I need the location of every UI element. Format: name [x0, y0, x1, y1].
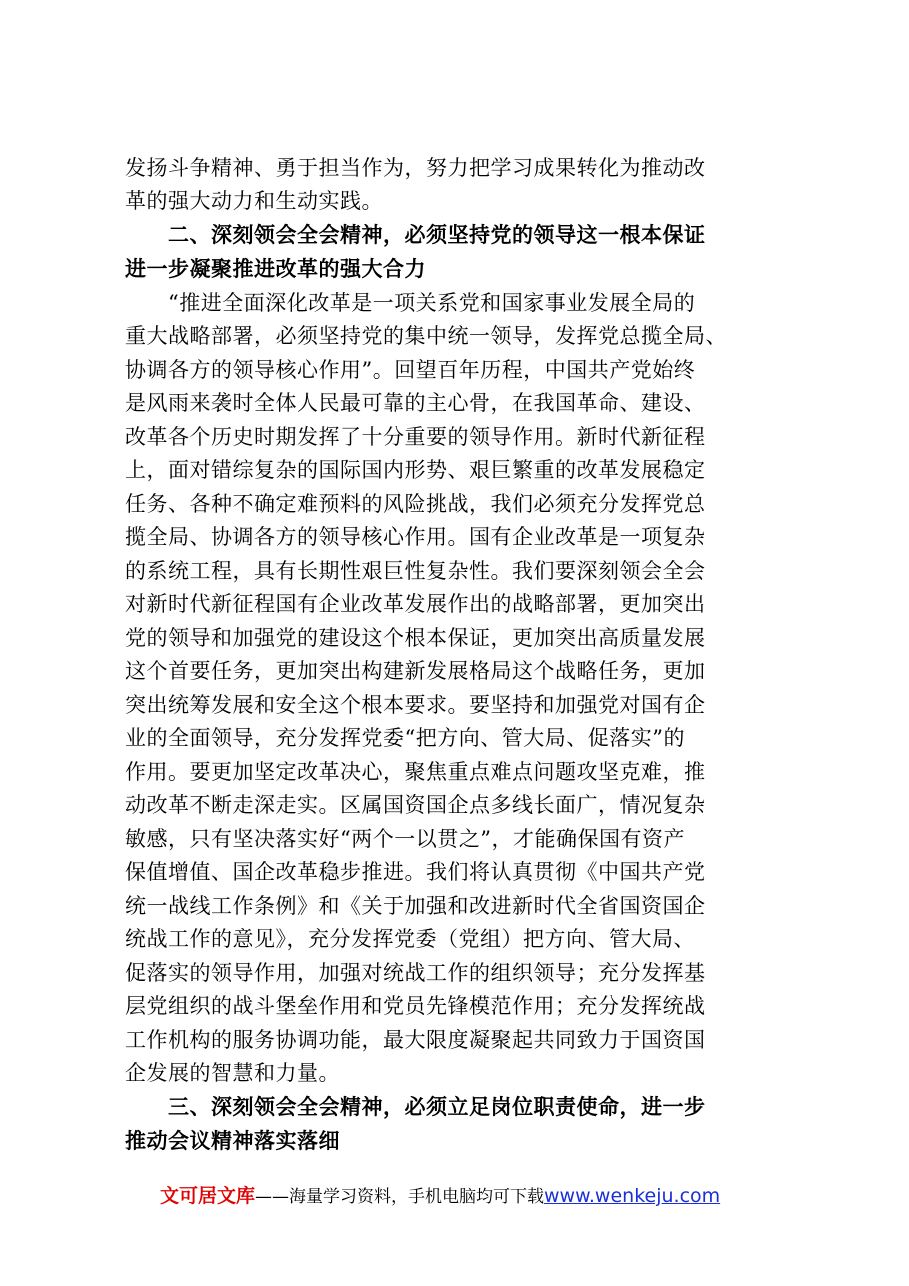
section-heading-3-cont: 推动会议精神落实落细 [125, 1129, 340, 1153]
body-line: 党的领导和加强党的建设这个根本保证，更加突出高质量发展 [125, 626, 706, 650]
footer-brand: 文可居文库 [160, 1185, 256, 1207]
body-line: 保值增值、国企改革稳步推进。我们将认真贯彻《中国共产党 [125, 860, 706, 884]
body-line: 这个首要任务，更加突出构建新发展格局这个战略任务，更加 [125, 659, 706, 683]
body-line: 统战工作的意见》，充分发挥党委（党组）把方向、管大局、 [125, 927, 695, 951]
footer-website-link[interactable]: www.wenkeju.com [544, 1185, 721, 1207]
section-heading-2-cont: 进一步凝聚推进改革的强大合力 [125, 257, 426, 281]
body-line: 揽全局、协调各方的领导核心作用。国有企业改革是一项复杂 [125, 525, 706, 549]
body-line: 层党组织的战斗堡垒作用和党员先锋模范作用；充分发挥统战 [125, 994, 706, 1018]
body-line: 动改革不断走深走实。区属国资国企点多线长面广，情况复杂 [125, 793, 706, 817]
body-line: 工作机构的服务协调功能，最大限度凝聚起共同致力于国资国 [125, 1028, 706, 1052]
body-line: 改革各个历史时期发挥了十分重要的领导作用。新时代新征程 [125, 425, 706, 449]
section-heading-3: 三、深刻领会全会精神，必须立足岗位职责使命，进一步 [125, 1095, 706, 1119]
body-line: 协调各方的领导核心作用”。回望百年历程，中国共产党始终 [125, 358, 696, 382]
section-heading-2: 二、深刻领会全会精神，必须坚持党的领导这一根本保证 [125, 223, 706, 247]
body-line: 发扬斗争精神、勇于担当作为，努力把学习成果转化为推动改 [125, 156, 706, 180]
body-line: 任务、各种不确定难预料的风险挑战，我们必须充分发挥党总 [125, 492, 706, 516]
body-line: 统一战线工作条例》和《关于加强和改进新时代全省国资国企 [125, 894, 706, 918]
footer-description: ——海量学习资料，手机电脑均可下载 [255, 1187, 545, 1207]
body-line: 企发展的智慧和力量。 [125, 1061, 340, 1085]
body-line: 敏感，只有坚决落实好“两个一以贯之”，才能确保国有资产 [125, 827, 685, 851]
body-line: 的系统工程，具有长期性艰巨性复杂性。我们要深刻领会全会 [125, 559, 706, 583]
body-line: 对新时代新征程国有企业改革发展作出的战略部署，更加突出 [125, 592, 706, 616]
body-line: “推进全面深化改革是一项关系党和国家事业发展全局的 [125, 291, 696, 315]
body-line: 革的强大动力和生动实践。 [125, 189, 383, 213]
body-line: 突出统筹发展和安全这个根本要求。要坚持和加强党对国有企 [125, 693, 706, 717]
body-line: 促落实的领导作用，加强对统战工作的组织领导；充分发挥基 [125, 961, 706, 985]
body-line: 是风雨来袭时全体人民最可靠的主心骨，在我国革命、建设、 [125, 391, 706, 415]
footer-banner [160, 1183, 720, 1210]
body-line: 作用。要更加坚定改革决心，聚焦重点难点问题攻坚克难，推 [125, 760, 706, 784]
body-line: 重大战略部署，必须坚持党的集中统一领导，发挥党总揽全局、 [125, 324, 727, 348]
body-line: 上，面对错综复杂的国际国内形势、艰巨繁重的改革发展稳定 [125, 458, 706, 482]
body-line: 业的全面领导，充分发挥党委“把方向、管大局、促落实”的 [125, 726, 685, 750]
